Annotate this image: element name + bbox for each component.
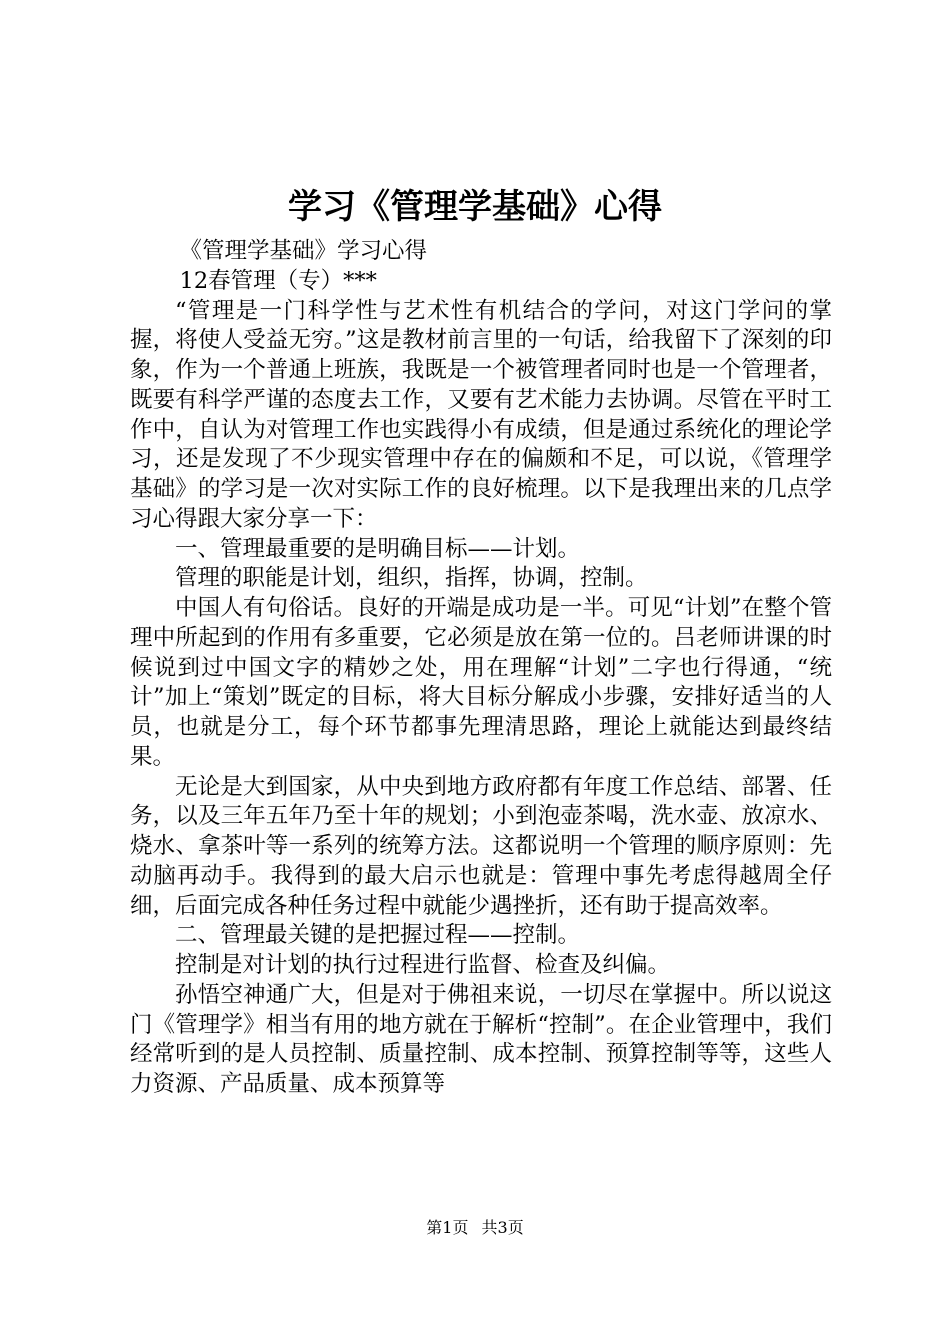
paragraph: 中国人有句俗话。良好的开端是成功是一半。可见“计划”在整个管理中所起到的作用有多重要，它必须是放在第一位的。吕老师讲课的时候说到过中国文字的精妙之处，用在理解“计划”二字也行得通，“统计”加上“策划”既定的目标，将大目标分解成小步骤，安排好适当的人员，也就是分工，每个环节都事先理清思路，理论上就能达到最终结果。 <box>130 595 832 770</box>
page-total: 共3页 <box>481 1218 524 1237</box>
document-subtitle: 《管理学基础》学习心得 <box>179 238 428 264</box>
paragraph: 孙悟空神通广大，但是对于佛祖来说，一切尽在掌握中。所以说这门《管理学》相当有用的地方就在于解析“控制”。在企业管理中，我们经常听到的是人员控制、质量控制、成本控制、预算控制等等，这些人力资源、产品质量、成本预算等 <box>130 981 832 1097</box>
page-number: 第1页 <box>426 1218 469 1237</box>
author-line: 12春管理（专）*** <box>179 267 377 294</box>
page-footer <box>0 1217 950 1239</box>
paragraph: 管理的职能是计划，组织，指挥，协调，控制。 <box>175 565 648 592</box>
section-heading: 一、管理最重要的是明确目标——计划。 <box>175 535 581 562</box>
paragraph: 控制是对计划的执行过程进行监督、检查及纠偏。 <box>175 952 671 978</box>
document-body <box>130 237 832 1100</box>
paragraph: “管理是一门科学性与艺术性有机结合的学问，对这门学问的掌握，将使人受益无穷。”这是教材前言里的一句话，给我留下了深刻的印象，作为一个普通上班族，我既是一个被管理者同时也是一个管理者，既要有科学严谨的态度去工作，又要有艺术能力去协调。尽管在平时工作中，自认为对管理工作也实践得小有成绩，但是通过系统化的理论学习，还是发现了不少现实管理中存在的偏颇和不足，可以说，《管理学基础》的学习是一次对实际工作的良好梳理。以下是我理出来的几点学习心得跟大家分享一下： <box>130 297 832 532</box>
paragraph: 无论是大到国家，从中央到地方政府都有年度工作总结、部署、任务，以及三年五年乃至十年的规划；小到泡壶茶喝，洗水壶、放凉水、烧水、拿茶叶等一系列的统筹方法。这都说明一个管理的顺序原则：先动脑再动手。我得到的最大启示也就是：管理中事先考虑得越周全仔细，后面完成各种任务过程中就能少遇挫折，还有助于提高效率。 <box>130 773 832 919</box>
document-title: 学习《管理学基础》心得 <box>288 187 662 227</box>
section-heading: 二、管理最关键的是把握过程——控制。 <box>175 922 581 949</box>
